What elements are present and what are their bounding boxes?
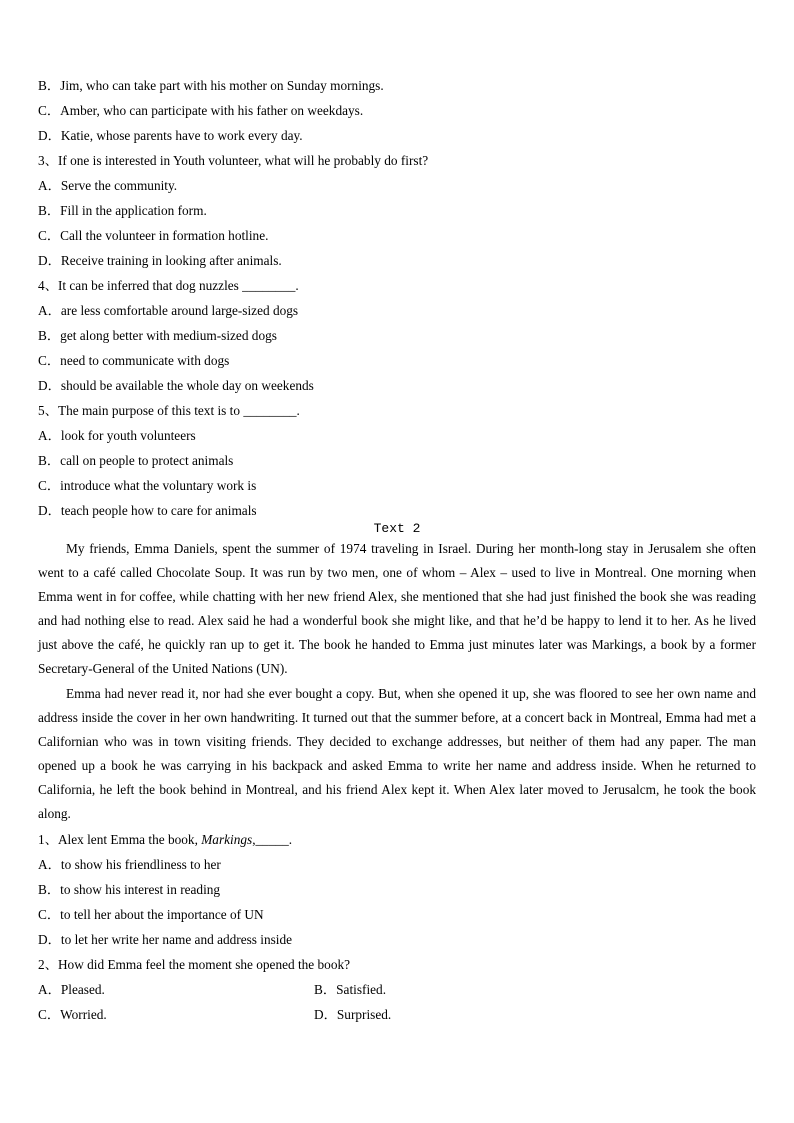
option-a: A．to show his friendliness to her [38,857,221,873]
passage-paragraph-1: My friends, Emma Daniels, spent the summer of 1974 traveling in Israel. During her month-long stay in Jerusalem she often went to a café called Chocolate Soup. It was run by two men, one of whom – Alex – used to live in Montreal. One morning when Emma went in for coffee, while chatting with her new friend Alex, she mentioned that she had just finished the book she was reading and had nothing else to read. Alex said he had a wonderful book she might like, and that he’d be happy to lend it to her. As he lived just above the café, he quickly ran up to get it. The book he handed to Emma just minutes later was Markings, a book by a former Secretary-General of the United Nations (UN). [38,541,756,677]
document-page [38,73,756,1027]
question-3 [38,148,756,273]
option-d: D．to let her write her name and address inside [38,932,293,948]
option-b: B．Fill in the application form. [38,203,207,218]
option-b: B．to show his interest in reading [38,882,221,898]
option-a: A．are less comfortable around large-sized dogs [38,303,299,318]
option-a: A．look for youth volunteers [38,428,196,443]
options-row [38,977,756,1002]
option-b: B．call on people to protect animals [38,453,234,468]
option-c: C．Call the volunteer in formation hotline. [38,228,269,243]
option-c: C．Worried. [38,1007,107,1023]
option-d: D．Receive training in looking after animals. [38,253,282,268]
option-b: B．Jim, who can take part with his mother on Sunday mornings. [38,78,384,93]
stem-text: 1、Alex lent Emma the book, [38,832,202,848]
question-5 [38,398,756,523]
question-stem [38,827,756,852]
question-stem: 3、If one is interested in Youth volunteer, what will he probably do first? [38,153,429,168]
text2-question-2 [38,952,756,1027]
question-stem: 5、The main purpose of this text is to ________. [38,403,300,418]
section-title: Text 2 [373,521,421,536]
book-title: Markings [201,832,253,848]
option-b: B．Satisfied. [314,982,387,998]
option-b: B．get along better with medium-sized dogs [38,328,277,343]
option-c: C．need to communicate with dogs [38,353,230,368]
question-4 [38,273,756,398]
option-d: D．Katie, whose parents have to work every day. [38,128,303,143]
option-d: D．Surprised. [314,1007,392,1023]
option-a: A．Serve the community. [38,178,178,193]
question-stem: 4、It can be inferred that dog nuzzles ________. [38,278,299,293]
option-c: C．introduce what the voluntary work is [38,478,257,493]
question-stem: 2、How did Emma feel the moment she opened the book? [38,957,351,973]
options-row [38,1002,756,1027]
option-c: C．to tell her about the importance of UN [38,907,264,923]
question-2-remaining-options [38,73,756,148]
option-a: A．Pleased. [38,982,105,998]
option-c: C．Amber, who can participate with his father on weekdays. [38,103,364,118]
stem-blank: ,_____. [252,832,293,848]
passage-paragraph-2: Emma had never read it, nor had she ever bought a copy. But, when she opened it up, she was floored to see her own name and address inside the cover in her own handwriting. It turned out that the summer before, at a concert back in Montreal, Emma had met a Californian who was in town visiting friends. They decided to exchange addresses, but neither of them had any paper. The man opened up a book he was carrying in his backpack and asked Emma to write her name and address inside. When he returned to California, he left the book behind in Montreal, and his friend Alex kept it. When Alex later moved to Jerusalcm, he took the book along. [38,685,756,822]
text2-question-1 [38,827,756,952]
option-d: D．teach people how to care for animals [38,503,257,518]
option-d: D．should be available the whole day on weekends [38,378,314,393]
